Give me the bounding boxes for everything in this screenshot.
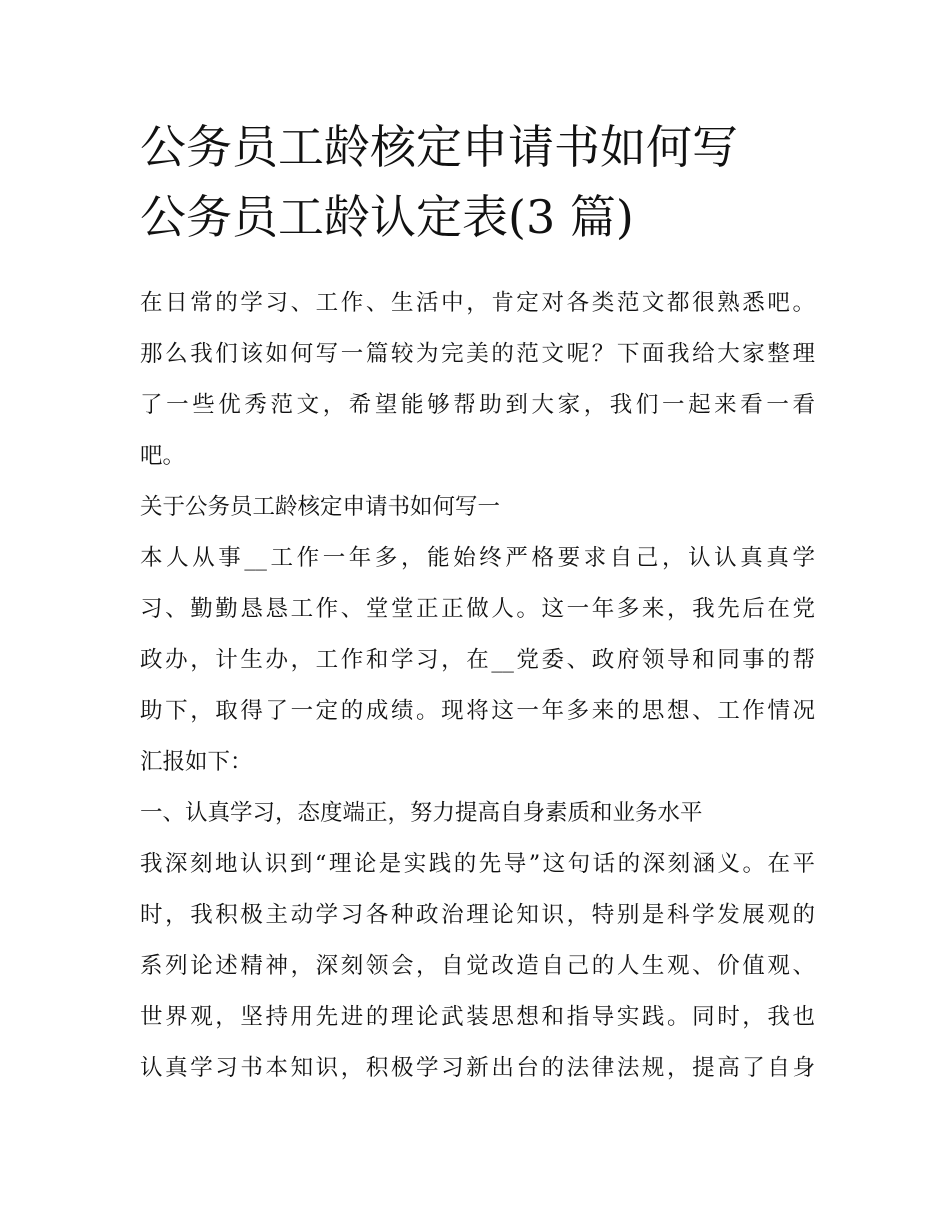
document-title bbox=[140, 112, 830, 252]
body-line: 助下，取得了一定的成绩。现将这一年多来的思想、工作情况 bbox=[140, 698, 815, 724]
body-line: 时，我积极主动学习各种政治理论知识，特别是科学发展观的 bbox=[140, 902, 815, 928]
body-line: 我深刻地认识到“理论是实践的先导”这句话的深刻涵义。在平 bbox=[140, 851, 815, 877]
section-heading: 一、认真学习，态度端正，努力提高自身素质和业务水平 bbox=[140, 800, 703, 826]
title-line-1: 公务员工龄核定申请书如何写 bbox=[140, 120, 738, 174]
body-line: 在日常的学习、工作、生活中，肯定对各类范文都很熟悉吧。 bbox=[140, 290, 815, 316]
body-line: 认真学习书本知识，积极学习新出台的法律法规，提高了自身 bbox=[140, 1055, 815, 1081]
body-line: 那么我们该如何写一篇较为完美的范文呢？下面我给大家整理 bbox=[140, 341, 815, 367]
body-line: 习、勤勤恳恳工作、堂堂正正做人。这一年多来，我先后在党 bbox=[140, 596, 815, 622]
body-line: 系列论述精神，深刻领会，自觉改造自己的人生观、价值观、 bbox=[140, 953, 815, 979]
body-line: 汇报如下： bbox=[140, 749, 253, 775]
body-line: 本人从事__工作一年多，能始终严格要求自己，认认真真学 bbox=[140, 545, 815, 571]
body-line: 了一些优秀范文，希望能够帮助到大家，我们一起来看一看 bbox=[140, 392, 815, 418]
body-line: 吧。 bbox=[140, 443, 186, 469]
document-body bbox=[140, 278, 815, 1094]
body-line: 世界观，坚持用先进的理论武装思想和指导实践。同时，我也 bbox=[140, 1004, 815, 1030]
section-heading: 关于公务员工龄核定申请书如何写一 bbox=[140, 494, 501, 520]
body-line: 政办，计生办，工作和学习，在__党委、政府领导和同事的帮 bbox=[140, 647, 815, 673]
title-line-2: 公务员工龄认定表(3 篇) bbox=[140, 190, 634, 244]
